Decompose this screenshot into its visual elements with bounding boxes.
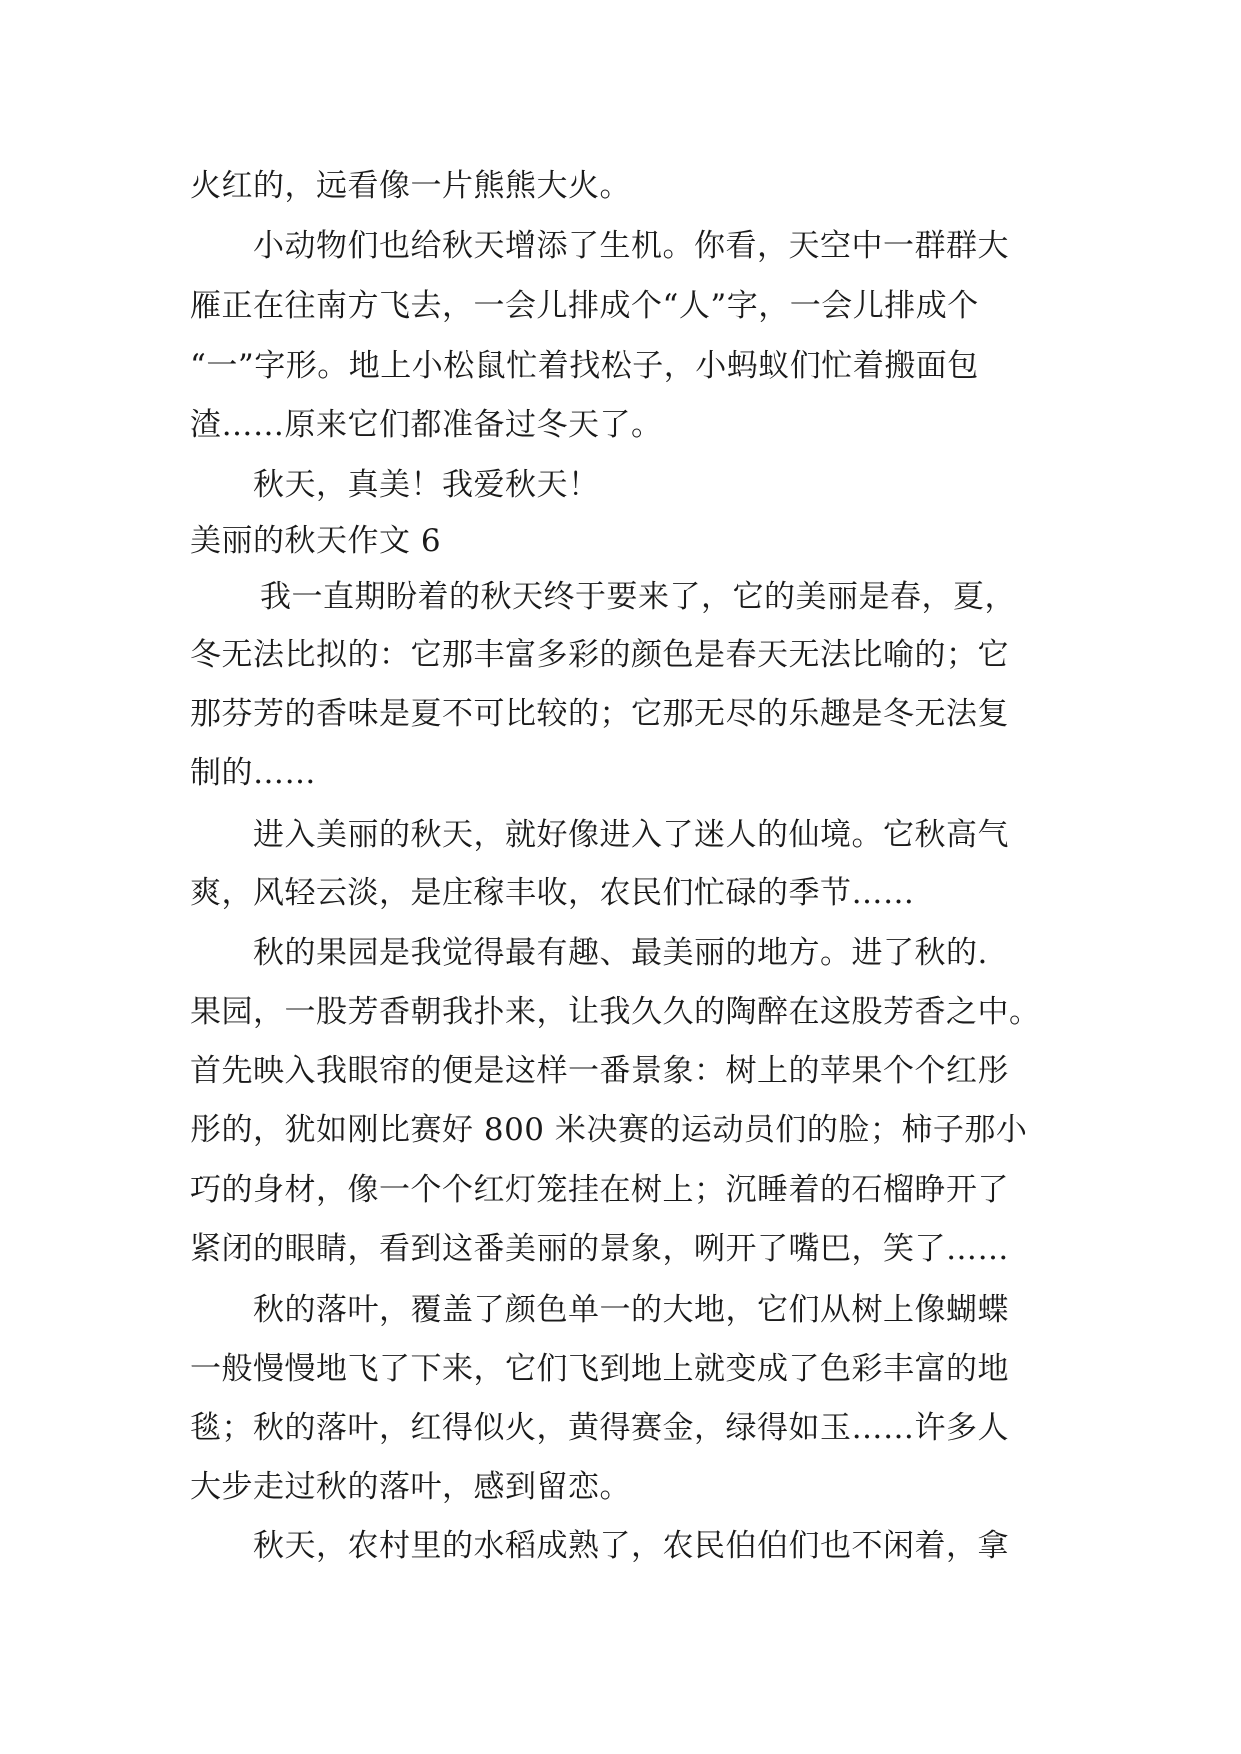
paragraph-start-line: 秋天，真美！我爱秋天！ — [253, 467, 600, 503]
text-line: 爽，风轻云淡，是庄稼丰收，农民们忙碌的季节…… — [190, 875, 915, 911]
paragraph-start-line: 秋的落叶，覆盖了颜色单一的大地，它们从树上像蝴蝶 — [253, 1292, 1009, 1328]
paragraph-start-line: 进入美丽的秋天，就好像进入了迷人的仙境。它秋高气 — [253, 817, 1009, 853]
text-line: 雁正在往南方飞去，一会儿排成个“人”字，一会儿排成个 — [190, 288, 979, 324]
text-line: 紧闭的眼睛，看到这番美丽的景象，咧开了嘴巴，笑了…… — [190, 1231, 1009, 1267]
text-line: 那芬芳的香味是夏不可比较的；它那无尽的乐趣是冬无法复 — [190, 696, 1009, 732]
paragraph-start-line: 秋的果园是我觉得最有趣、最美丽的地方。进了秋的. — [253, 935, 988, 971]
paragraph-start-line: 秋天，农村里的水稻成熟了，农民伯伯们也不闲着，拿 — [253, 1528, 1009, 1564]
text-line: “一”字形。地上小松鼠忙着找松子，小蚂蚁们忙着搬面包 — [190, 348, 979, 384]
text-line: 火红的，远看像一片熊熊大火。 — [190, 168, 631, 204]
text-line: 大步走过秋的落叶，感到留恋。 — [190, 1469, 631, 1505]
text-line: 果园，一股芳香朝我扑来，让我久久的陶醉在这股芳香之中。 — [190, 994, 1041, 1030]
paragraph-start-line: 我一直期盼着的秋天终于要来了，它的美丽是春，夏， — [260, 579, 1016, 615]
text-line: 制的…… — [190, 755, 316, 791]
text-line: 毯；秋的落叶，红得似火，黄得赛金，绿得如玉……许多人 — [190, 1410, 1009, 1446]
text-line: 渣……原来它们都准备过冬天了。 — [190, 407, 663, 443]
text-line: 一般慢慢地飞了下来，它们飞到地上就变成了色彩丰富的地 — [190, 1351, 1009, 1387]
section-heading: 美丽的秋天作文 6 — [190, 523, 442, 559]
text-line: 彤的，犹如刚比赛好 800 米决赛的运动员们的脸；柿子那小 — [190, 1112, 1028, 1148]
paragraph-start-line: 小动物们也给秋天增添了生机。你看，天空中一群群大 — [253, 228, 1009, 264]
text-line: 冬无法比拟的：它那丰富多彩的颜色是春天无法比喻的；它 — [190, 637, 1009, 673]
text-line: 首先映入我眼帘的便是这样一番景象：树上的苹果个个红彤 — [190, 1053, 1009, 1089]
text-line: 巧的身材，像一个个红灯笼挂在树上；沉睡着的石榴睁开了 — [190, 1172, 1009, 1208]
